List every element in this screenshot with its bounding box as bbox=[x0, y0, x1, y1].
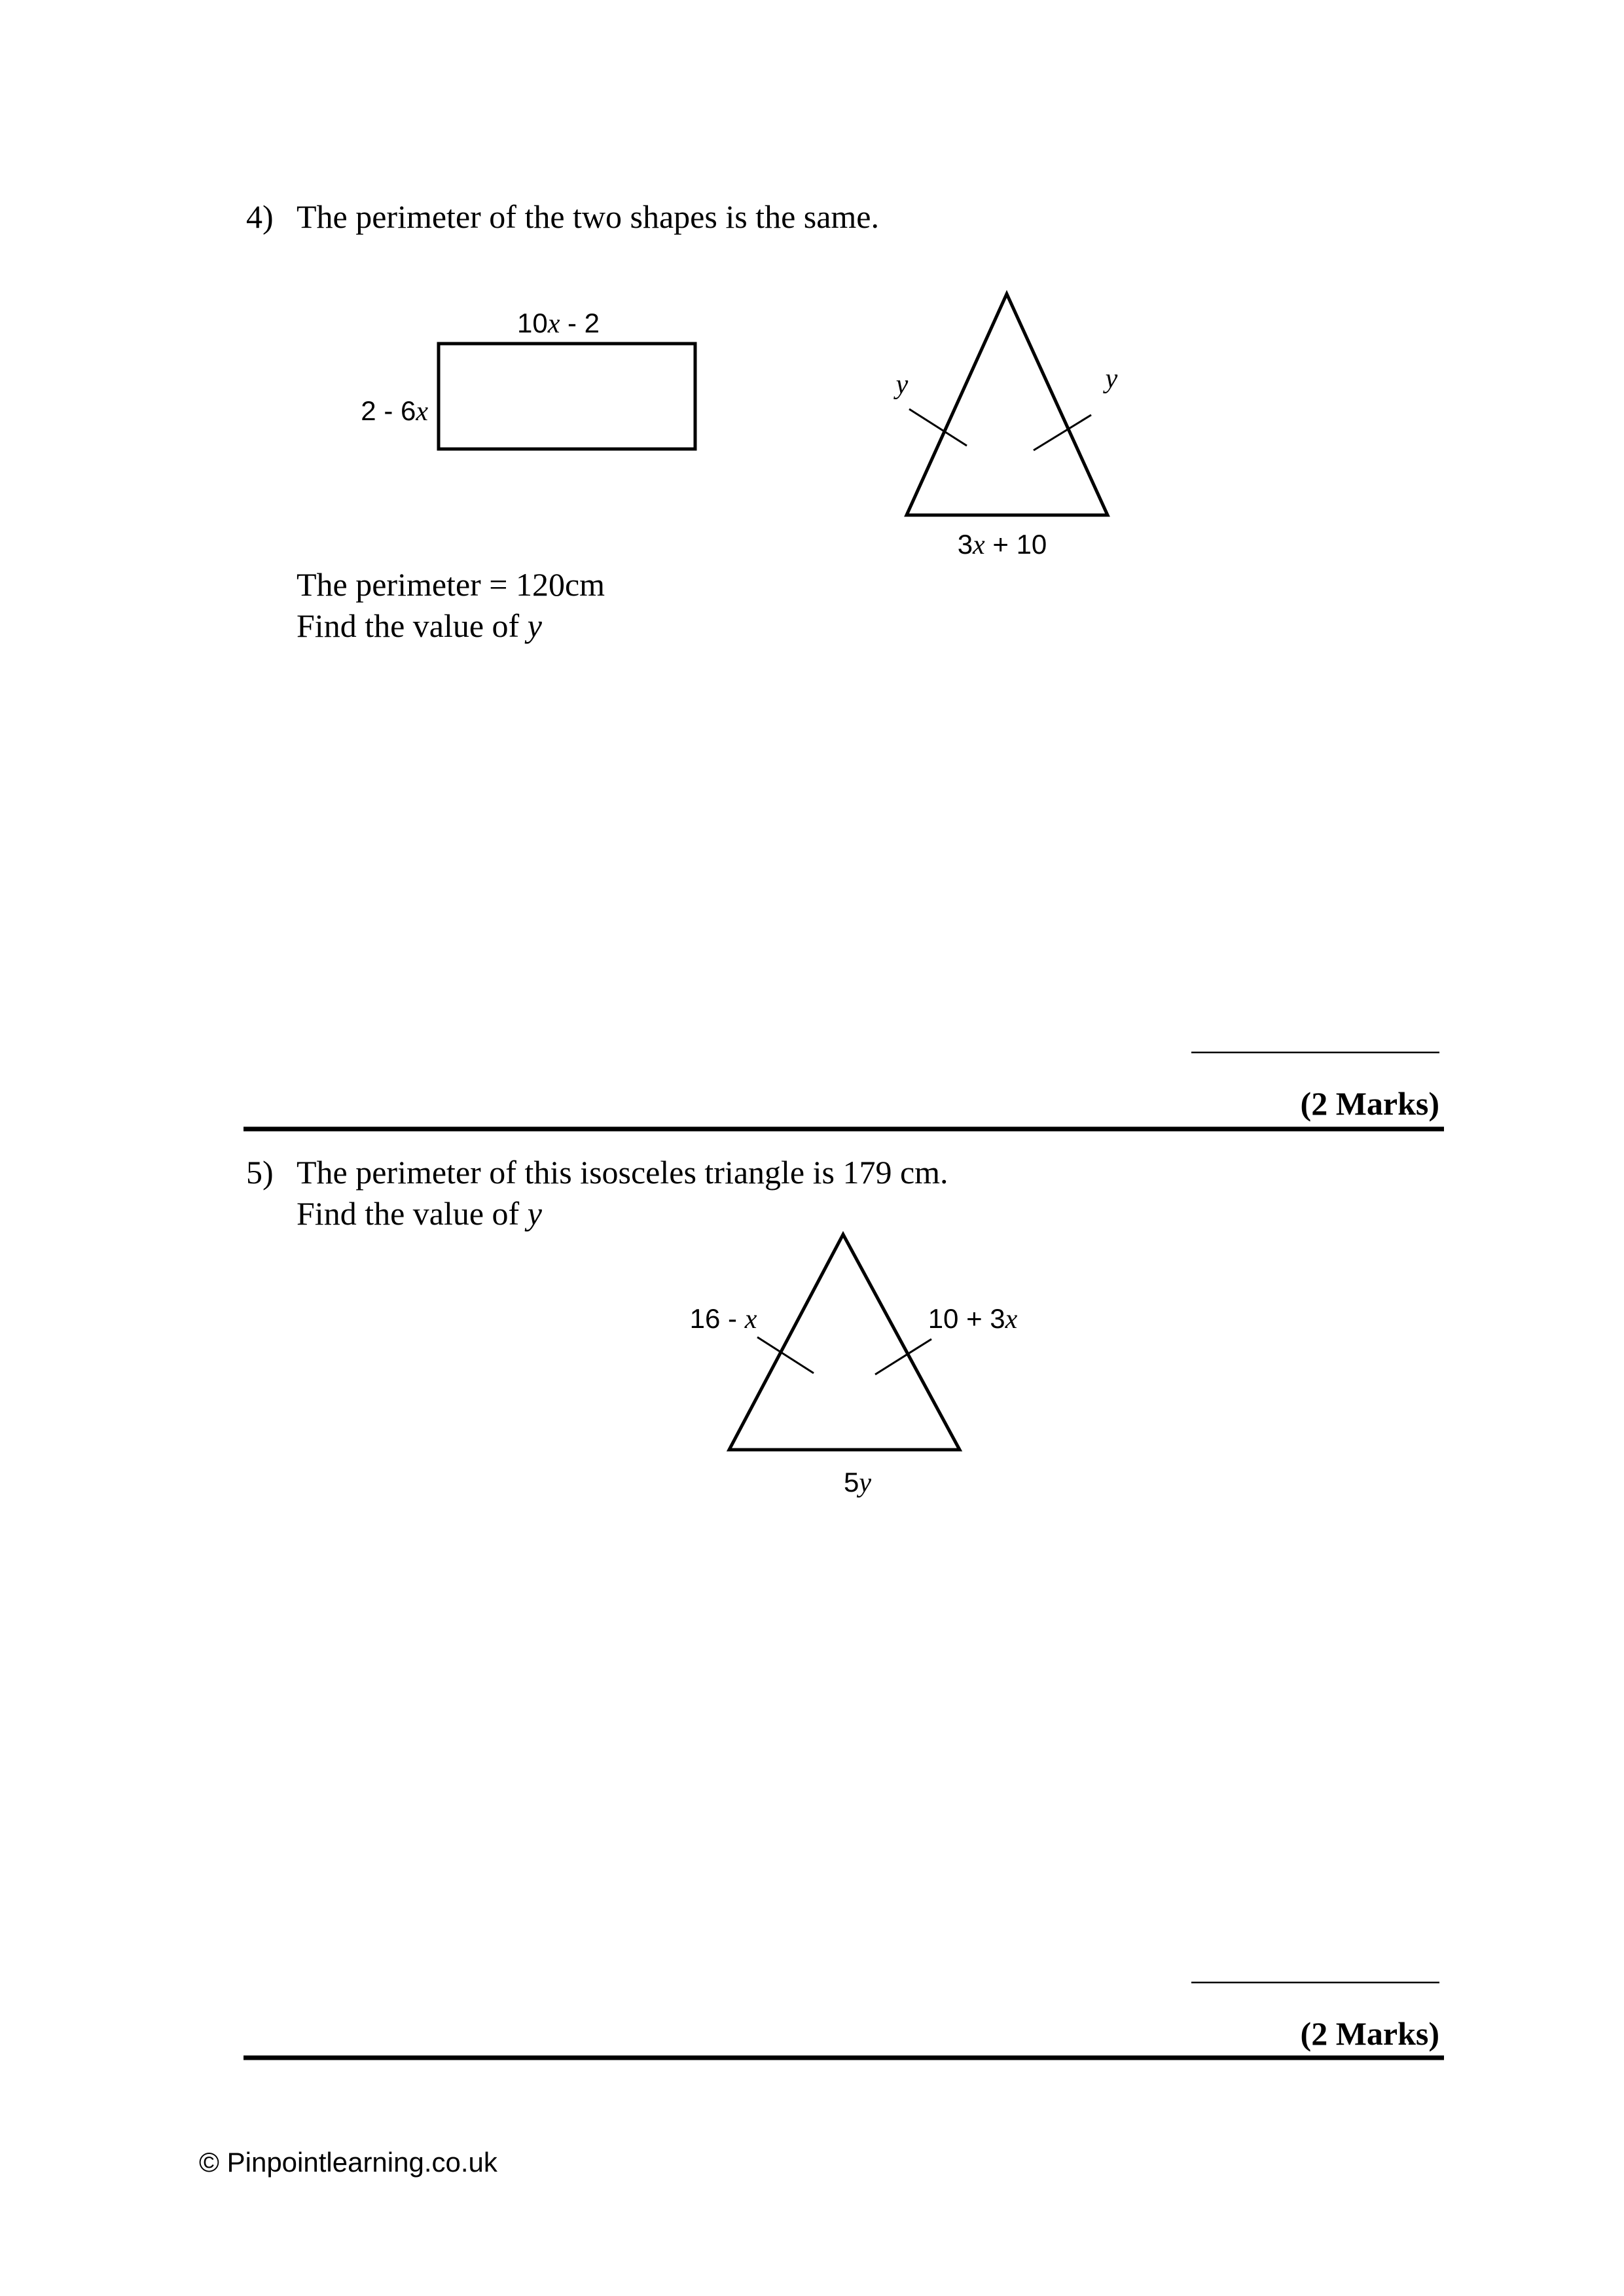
marks-label: (2 Marks) bbox=[1300, 1085, 1439, 1122]
equal-side-tick-left bbox=[909, 409, 967, 446]
question-5 bbox=[244, 1154, 1444, 2058]
question-text: The perimeter of the two shapes is the same. bbox=[297, 198, 879, 235]
triangle-right-label: y bbox=[1105, 364, 1118, 394]
marks-label: (2 Marks) bbox=[1300, 2015, 1439, 2052]
triangle-base-label: 5y bbox=[843, 1467, 872, 1498]
rectangle-shape bbox=[439, 344, 695, 449]
isosceles-triangle bbox=[907, 294, 1108, 515]
question-4 bbox=[244, 198, 1444, 1129]
rectangle-top-label: 10x - 2 bbox=[516, 308, 600, 339]
triangle-base-label: 3x + 10 bbox=[957, 529, 1047, 560]
triangle-diagram bbox=[893, 294, 1118, 560]
question-number: 4) bbox=[246, 198, 274, 235]
rectangle-side-label: 2 - 6x bbox=[361, 395, 428, 427]
footer-copyright: © Pinpointlearning.co.uk bbox=[199, 2147, 497, 2178]
rectangle-diagram bbox=[361, 308, 695, 449]
triangle-left-label: 16 - x bbox=[689, 1303, 757, 1335]
triangle-left-label: y bbox=[895, 370, 909, 400]
equal-side-tick-right bbox=[1034, 415, 1091, 450]
question-prompt: Find the value of y bbox=[297, 1195, 542, 1232]
question-prompt: Find the value of y bbox=[297, 607, 542, 644]
triangle-right-label: 10 + 3x bbox=[928, 1303, 1018, 1335]
question-number: 5) bbox=[246, 1154, 274, 1191]
triangle-diagram bbox=[690, 1234, 1018, 1498]
given-perimeter: The perimeter = 120cm bbox=[297, 566, 605, 603]
question-text: The perimeter of this isosceles triangle is 179 cm. bbox=[297, 1154, 948, 1191]
